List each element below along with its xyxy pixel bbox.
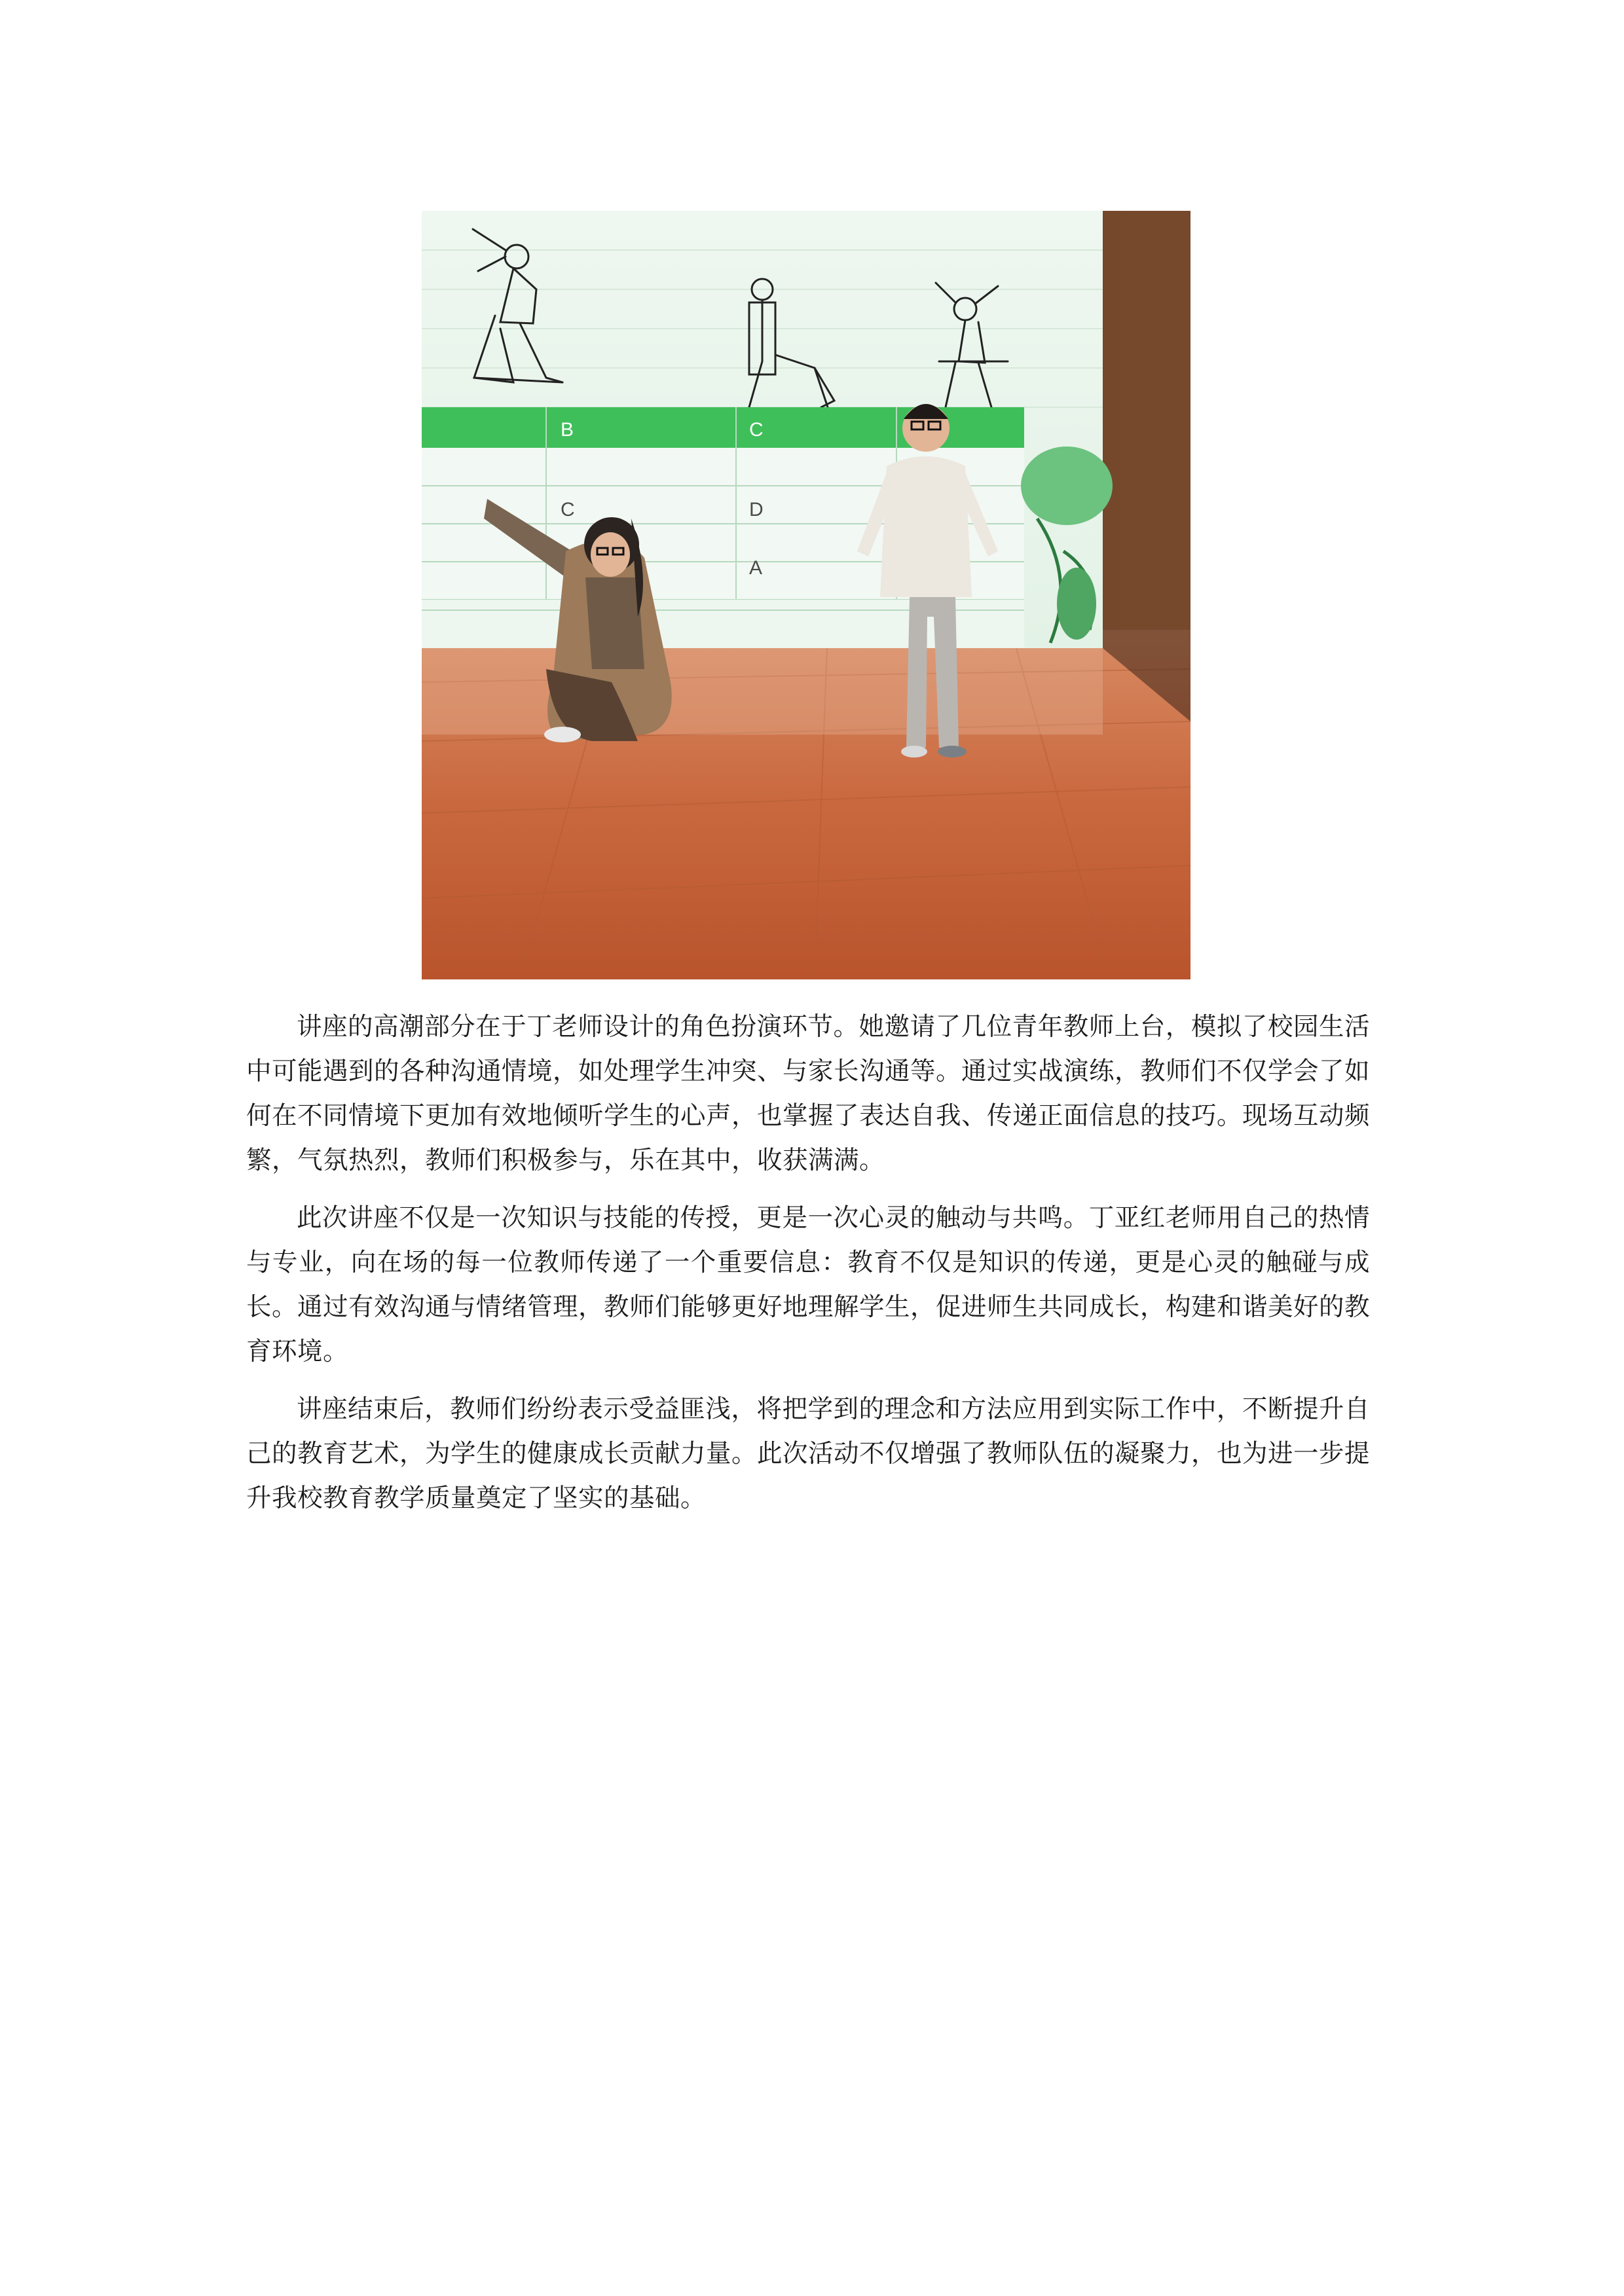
paragraph-lecture-impact: 此次讲座不仅是一次知识与技能的传授，更是一次心灵的触动与共鸣。丁亚红老师用自己的热情与专业，向在场的每一位教师传递了一个重要信息：教育不仅是知识的传递，更是心灵的触碰与成长。通过有效沟通与情绪管理，教师们能够更好地理解学生，促进师生共同成长，构建和谐美好的教育环境。 xyxy=(246,1203,1371,1366)
event-photo xyxy=(422,211,1190,979)
article-body xyxy=(246,1005,1370,1521)
paragraph-role-play: 讲座的高潮部分在于丁老师设计的角色扮演环节。她邀请了几位青年教师上台，模拟了校园生活中可能遇到的各种沟通情境，如处理学生冲突、与家长沟通等。通过实战演练，教师们不仅学会了如何在不同情境下更加有效地倾听学生的心声，也掌握了表达自我、传递正面信息的技巧。现场互动频繁，气氛热烈，教师们积极参与，乐在其中，收获满满。 xyxy=(246,1012,1371,1175)
table-header-col-c: C xyxy=(749,419,764,441)
table-cell: D xyxy=(749,499,764,520)
table-cell: A xyxy=(749,557,763,579)
table-header-col-b: B xyxy=(561,419,574,441)
paragraph-conclusion: 讲座结束后，教师们纷纷表示受益匪浅，将把学到的理念和方法应用到实际工作中，不断提升自己的教育艺术，为学生的健康成长贡献力量。此次活动不仅增强了教师队伍的凝聚力，也为进一步提升我校教育教学质量奠定了坚实的基础。 xyxy=(246,1394,1371,1513)
table-cell: C xyxy=(561,499,575,520)
